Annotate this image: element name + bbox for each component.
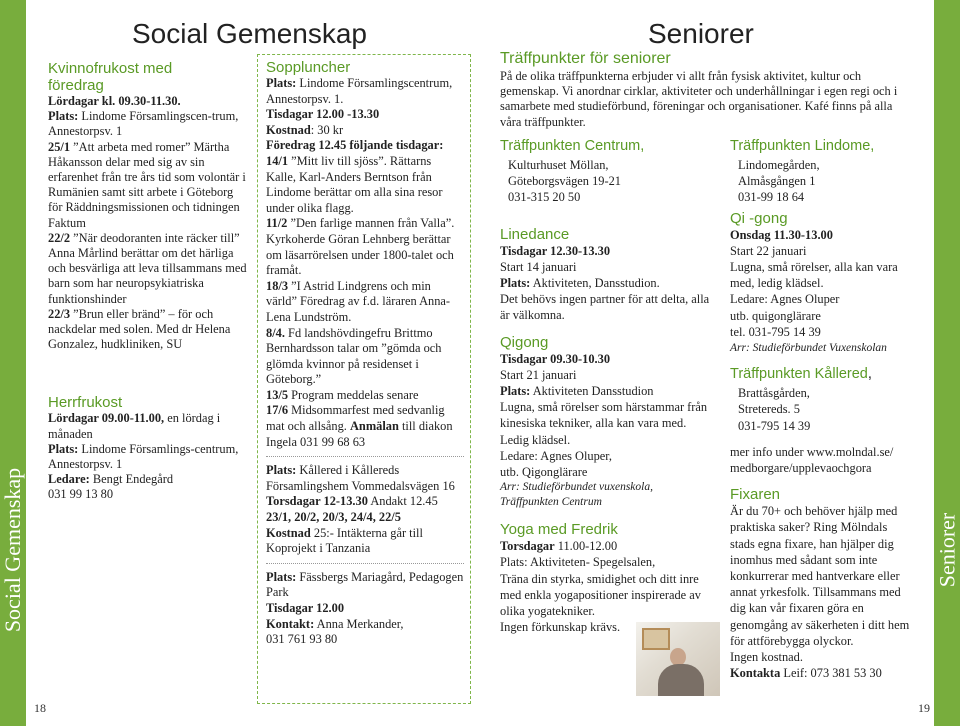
left-side-label: Social Gemenskap — [0, 467, 26, 633]
qigong-start: Start 21 januari — [500, 367, 577, 382]
herrfrukost-when: Lördagar 09.00-11.00, en lördag i månaden — [48, 411, 221, 441]
kvinnofrukost-event-1: 25/1 ”Att arbeta med romer” Märtha Håkansson delar med sig av sin erfarenhet från tre års tid som volontär i Rumänien samt sitt arbete i Göteborg för Räddningsmissionen och tidningen Faktum — [48, 139, 246, 230]
sopp-foredrag-4: 8/4. Fd landshövdingefru Brittmo Bernhardsson talar om ”gömda och glömda kvinnor på residenset i Göteborg.” — [266, 325, 442, 387]
page-number-right: 19 — [918, 701, 930, 715]
sopp-kallered-tid: Torsdagar 12-13.30 Andakt 12.45 — [266, 494, 438, 509]
yoga-tid: Torsdagar 11.00-12.00 — [500, 539, 618, 554]
qigong-plats: Plats: Aktiviteten Dansstudion — [500, 384, 654, 399]
divider — [266, 456, 464, 457]
qigong-tid: Tisdagar 09.30-10.30 — [500, 351, 611, 366]
sopp-fassberg-phone: 031 761 93 80 — [266, 632, 338, 647]
sopp-tid: Tisdagar 12.00 -13.30 — [266, 107, 380, 122]
qi-gong-ledare: Ledare: Agnes Oluper — [730, 292, 840, 307]
linedance-tid: Tisdagar 12.30-13.30 — [500, 243, 611, 258]
column-centrum — [500, 138, 712, 635]
qigong-arr: Arr: Studieförbundet vuxenskola, Träffpunkten Centrum — [500, 481, 653, 508]
qigong-heading: Qigong — [500, 333, 549, 351]
yoga-plats: Plats: Aktiviteten- Spegelsalen, — [500, 555, 656, 570]
kvinnofrukost-heading: Kvinnofrukost med föredrag — [48, 60, 173, 94]
centrum-heading: Träffpunkten Centrum, — [500, 138, 645, 154]
page-title-right: Seniorer — [648, 18, 754, 49]
kvinnofrukost-event-2: 22/2 ”När deodoranten inte räcker till” Anna Mårlind berättar om det härliga och besvärliga att leva tillsammans med barn som har neuropsykiatriska funktionshinder — [48, 230, 247, 306]
linedance-plats: Plats: Aktiviteten, Dansstudion. — [500, 276, 660, 291]
sopp-kallered-kostnad: Kostnad 25:- Intäkterna går till Koprojekt i Tanzania — [266, 525, 423, 556]
centrum-line-2: Göteborgsvägen 19-21 — [508, 174, 621, 189]
more-info: mer info under www.molndal.se/ medborgare/upplevaochgora — [730, 444, 894, 476]
kallered-line-1: Brattåsgården, — [738, 386, 810, 401]
kallered-line-2: Stretereds. 5 — [738, 402, 800, 417]
herrfrukost-plats: Plats: Lindome Församlings-centrum, Annestorpsv. 1 — [48, 441, 239, 472]
fixaren-cost: Ingen kostnad. — [730, 650, 803, 665]
picture-frame — [642, 628, 670, 650]
traffpunkter-intro: På de olika träffpunkterna erbjuder vi allt från fysisk aktivitet, kultur och gemenskap. Vi anordnar cirklar, aktiviteter och underhållningar i egen regi och i samarbete med studieförbund, föreningar och organisationer. Kafé finns på alla våra träffpunkter. — [500, 69, 898, 129]
kallered-line-3: 031-795 14 39 — [738, 418, 811, 433]
sopp-fassberg-tid: Tisdagar 12.00 — [266, 601, 345, 615]
centrum-line-3: 031-315 20 50 — [508, 190, 581, 205]
sopp-foredrag-6: 17/6 Midsommarfest med sedvanlig mat och allsång. Anmälan till diakon Ingela 031 99 68 63 — [266, 403, 453, 449]
qi-gong-heading: Qi -gong — [730, 209, 788, 227]
sopp-plats: Plats: Lindome Församlingscentrum, Annestorpsv. 1. — [266, 76, 453, 106]
linedance-text: Det behövs ingen partner för att delta, alla är välkomna. — [500, 292, 710, 323]
divider — [266, 563, 464, 564]
kallered-heading: Träffpunkten Kållered, — [730, 366, 872, 383]
kvinnofrukost-when: Lördagar kl. 09.30-11.30. — [48, 94, 181, 108]
page-title-left: Social Gemenskap — [132, 18, 368, 49]
qi-gong-start: Start 22 januari — [730, 243, 807, 258]
lindome-line-1: Lindomegården, — [738, 158, 820, 172]
person-body — [658, 664, 704, 696]
right-side-label: Seniorer — [934, 512, 959, 588]
sopp-foredrag-3: 18/3 ”I Astrid Lindgrens och min värld” Föredrag av f.d. läraren Anna-Lena Lundström. — [266, 278, 451, 324]
centrum-line-1: Kulturhuset Möllan, — [508, 158, 609, 172]
yoga-heading: Yoga med Fredrik — [500, 521, 618, 539]
sopp-foredrag-label: Föredrag 12.45 följande tisdagar: — [266, 138, 444, 153]
soppluncher-heading: Soppluncher — [266, 59, 351, 76]
lindome-line-2: Almåsgången 1 — [738, 174, 816, 189]
traffpunkter-heading: Träffpunkter för seniorer — [500, 50, 671, 67]
sopp-foredrag-2: 11/2 ”Den farlige mannen från Valla”. Kyrkoherde Göran Lehnberg berättar om läsarrörelsen under 1800-talet och framåt. — [266, 216, 455, 278]
qigong-text: Lugna, små rörelser som härstammar från kinesiska tekniker, alla kan vara med. Ledig klädsel. — [500, 400, 708, 447]
herrfrukost-heading: Herrfrukost — [48, 394, 123, 412]
column-lindome — [730, 138, 910, 681]
linedance-heading: Linedance — [500, 225, 570, 243]
column-left — [48, 60, 248, 503]
qigong-utb: utb. Qigonglärare — [500, 465, 588, 480]
qi-gong-text: Lugna, små rörelser, alla kan vara med, ledig klädsel. — [730, 260, 898, 291]
fixaren-kontakt: Kontakta Leif: 073 381 53 30 — [730, 666, 882, 681]
qi-gong-arr: Arr: Studieförbundet Vuxenskolan — [730, 342, 887, 355]
page-number-left: 18 — [34, 701, 46, 715]
herrfrukost-ledare: Ledare: Bengt Endegård — [48, 472, 174, 487]
soppluncher-box — [257, 54, 471, 704]
sopp-kostnad: Kostnad: 30 kr — [266, 122, 344, 137]
lindome-heading: Träffpunkten Lindome, — [730, 138, 875, 154]
qi-gong-tel: tel. 031-795 14 39 — [730, 324, 821, 339]
linedance-start: Start 14 januari — [500, 259, 577, 274]
lindome-line-3: 031-99 18 64 — [738, 190, 805, 205]
fixaren-text: Är du 70+ och behöver hjälp med praktiska saker? Ring Mölndals stads egna fixare, han hjälper dig inomhus med sådant som inte konkurrerar med hantverkare eller annat yrkesfolk. Tillsammans med dig kan vår fixaren göra en genomgång av säkerheten i ditt hem för attförebygga olyckor. — [730, 504, 910, 648]
qi-gong-tid: Onsdag 11.30-13.00 — [730, 227, 833, 242]
sopp-fassberg-plats: Plats: Fässbergs Mariagård, Pedagogen Park — [266, 569, 464, 600]
fixaren-heading: Fixaren — [730, 486, 781, 504]
qi-gong-utb: utb. quigonglärare — [730, 308, 821, 323]
yoga-text: Träna din styrka, smidighet och ditt inre med enkla yogapositioner inspirerade av olika yogatekniker. — [500, 571, 701, 619]
sopp-foredrag-5: 13/5 Program meddelas senare — [266, 387, 419, 402]
herrfrukost-phone: 031 99 13 80 — [48, 487, 114, 502]
kvinnofrukost-plats: Plats: Lindome Församlingscen-trum, Annestorpsv. 1 — [48, 109, 239, 139]
sopp-fassberg-kontakt: Kontakt: Anna Merkander, — [266, 616, 404, 631]
sopp-foredrag-1: 14/1 ”Mitt liv till sjöss”. Rättarns Kalle, Karl-Anders Berntson från Lindome berättar om alla sina resor under olika flagg. — [266, 153, 443, 215]
yoga-no-signup: Ingen förkunskap krävs. — [500, 620, 621, 635]
traffpunkter-intro-block — [500, 50, 910, 130]
photo-fredrik — [636, 622, 720, 696]
sopp-kallered-dates: 23/1, 20/2, 20/3, 24/4, 22/5 — [266, 510, 401, 525]
qigong-ledare: Ledare: Agnes Oluper, — [500, 448, 613, 463]
sopp-kallered-plats: Plats: Kållered i Kållereds Församlingshem Vommedalsvägen 16 — [266, 463, 455, 493]
kvinnofrukost-event-3: 22/3 ”Brun eller bränd” – för och nackdelar med solen. Med dr Helena Gonzalez, hudkliniken, SU — [48, 306, 231, 352]
